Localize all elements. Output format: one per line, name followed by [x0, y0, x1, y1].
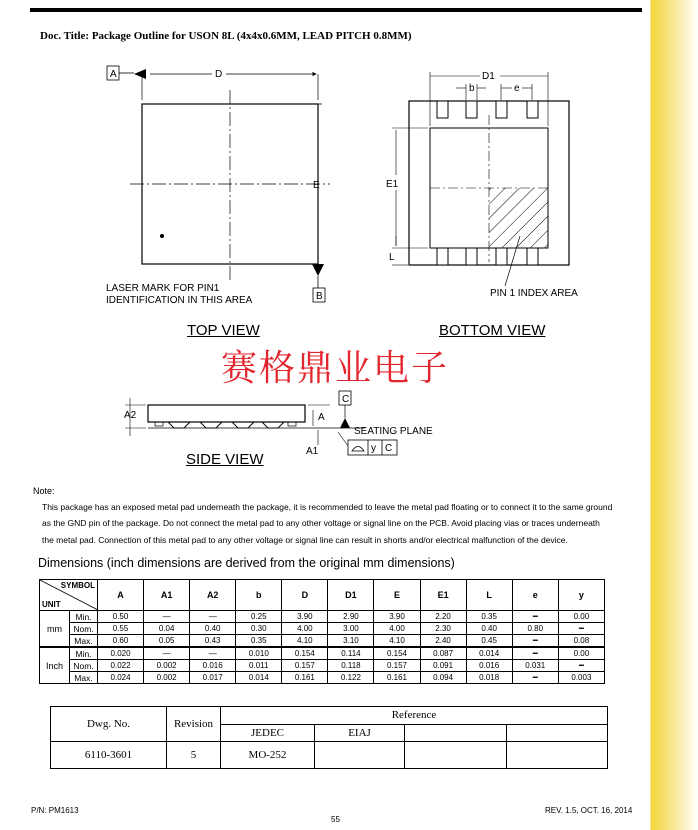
note-heading: Note:	[33, 486, 55, 496]
watermark-text: 赛格鼎业电子	[221, 348, 450, 389]
table-cell: 0.05	[144, 635, 190, 648]
seating-plane-label: SEATING PLANE	[354, 426, 433, 437]
table-row	[40, 635, 605, 648]
bottom-view	[386, 71, 578, 299]
table-cell: 0.024	[98, 672, 144, 684]
eiaj-value	[315, 742, 405, 769]
row-label: Nom.	[70, 623, 98, 635]
table-cell: 4.00	[282, 623, 328, 635]
row-label: Max.	[70, 672, 98, 684]
table-cell: 0.157	[374, 660, 420, 672]
datum-c-label: C	[342, 394, 350, 405]
table-cell: 0.003	[558, 672, 604, 684]
dim-a2-label: A2	[124, 410, 137, 421]
table-cell: 0.45	[466, 635, 512, 648]
note-line-2: as the GND pin of the package. Do not connect the metal pad to any other voltage or signal line on the PCB. Avoid placing vias or traces underneath	[42, 518, 600, 528]
bottom-view-title: BOTTOM VIEW	[439, 322, 546, 339]
footer-page-number: 55	[331, 815, 340, 824]
table-cell: —	[190, 647, 236, 660]
table-cell: 3.00	[328, 623, 374, 635]
col-header: b	[236, 580, 282, 611]
dim-e-pitch-label: e	[514, 83, 520, 94]
table-cell: 0.30	[236, 623, 282, 635]
table-cell: 0.091	[420, 660, 466, 672]
table-cell: 0.154	[374, 647, 420, 660]
table-cell: 4.00	[374, 623, 420, 635]
laser-mark-label-2: IDENTIFICATION IN THIS AREA	[106, 295, 253, 306]
table-cell: —	[144, 611, 190, 623]
table-cell: 0.154	[282, 647, 328, 660]
table-cell: 0.016	[190, 660, 236, 672]
top-view-title: TOP VIEW	[187, 322, 260, 339]
table-cell: 0.016	[466, 660, 512, 672]
table-cell: 0.35	[236, 635, 282, 648]
table-cell: 2.40	[420, 635, 466, 648]
blank-header	[507, 724, 608, 742]
col-header: E	[374, 580, 420, 611]
table-cell: —	[144, 647, 190, 660]
table-cell: 0.087	[420, 647, 466, 660]
table-cell: 0.017	[190, 672, 236, 684]
table-cell: ━	[512, 672, 558, 684]
reference-table	[50, 706, 608, 769]
col-header: D1	[328, 580, 374, 611]
jedec-value: MO-252	[221, 742, 315, 769]
dimensions-title: Dimensions (inch dimensions are derived from the original mm dimensions)	[38, 556, 455, 570]
table-cell: 0.011	[236, 660, 282, 672]
note-line-3: the metal pad. Connection of this metal pad to any other voltage or signal line can result in shorts and/or electrical malfunction of the device.	[42, 535, 568, 545]
col-header: L	[466, 580, 512, 611]
revision-header: Revision	[167, 707, 221, 742]
flatness-icon	[352, 447, 364, 452]
row-label: Nom.	[70, 660, 98, 672]
flatness-y-label: y	[371, 443, 376, 454]
dimensions-table	[39, 579, 605, 684]
table-cell: 0.55	[98, 623, 144, 635]
table-cell: 0.002	[144, 660, 190, 672]
table-cell: 0.122	[328, 672, 374, 684]
table-cell: 0.00	[558, 647, 604, 660]
footer-revision: REV. 1.5, OCT. 16, 2014	[545, 806, 633, 815]
table-cell: 0.04	[144, 623, 190, 635]
side-view	[124, 391, 433, 457]
dim-e1-label: E1	[386, 179, 399, 190]
table-cell: 2.30	[420, 623, 466, 635]
table-cell: 3.10	[328, 635, 374, 648]
dim-d-label: D	[215, 69, 223, 80]
laser-mark-label-1: LASER MARK FOR PIN1	[106, 283, 220, 294]
revision-value: 5	[167, 742, 221, 769]
col-header: D	[282, 580, 328, 611]
eiaj-header: EIAJ	[315, 724, 405, 742]
table-row	[40, 647, 605, 660]
side-view-title: SIDE VIEW	[186, 451, 264, 468]
row-label: Min.	[70, 647, 98, 660]
dwg-no-header: Dwg. No.	[51, 707, 167, 742]
col-header: A2	[190, 580, 236, 611]
top-view	[106, 66, 330, 306]
table-cell: 0.80	[512, 623, 558, 635]
col-header: A	[98, 580, 144, 611]
col-header: A1	[144, 580, 190, 611]
table-cell: 0.40	[190, 623, 236, 635]
unit-label: UNIT	[42, 600, 61, 609]
table-cell: 4.10	[374, 635, 420, 648]
dwg-no-value: 6110-3601	[51, 742, 167, 769]
dim-a1-label: A1	[306, 446, 319, 457]
table-cell: 0.60	[98, 635, 144, 648]
table-cell: ━	[558, 623, 604, 635]
doc-title: Doc. Title: Package Outline for USON 8L (4x4x0.6MM, LEAD PITCH 0.8MM)	[40, 30, 412, 42]
table-cell: 0.35	[466, 611, 512, 623]
table-cell: ━	[558, 660, 604, 672]
table-cell: ━	[512, 647, 558, 660]
reference-header: Reference	[221, 707, 608, 725]
symbol-label: SYMBOL	[60, 581, 95, 590]
table-cell: 0.00	[558, 611, 604, 623]
table-cell: 0.114	[328, 647, 374, 660]
datum-b-label: B	[316, 291, 323, 302]
dim-a-label: A	[318, 412, 325, 423]
flatness-c-label: C	[385, 443, 393, 454]
table-cell: 0.018	[466, 672, 512, 684]
pin1-index-label: PIN 1 INDEX AREA	[490, 288, 578, 299]
table-cell: 0.08	[558, 635, 604, 648]
table-cell: 0.157	[282, 660, 328, 672]
blank-cell	[507, 742, 608, 769]
table-cell: 0.25	[236, 611, 282, 623]
table-cell: 0.50	[98, 611, 144, 623]
pin1-index-hatch	[489, 188, 548, 248]
symbol-unit-header	[40, 580, 98, 611]
note-line-1: This package has an exposed metal pad underneath the package, it is recommended to leave the metal pad floating or to connect it to the same ground	[42, 502, 613, 512]
table-cell: 3.90	[282, 611, 328, 623]
table-row	[40, 672, 605, 684]
table-cell: 0.014	[466, 647, 512, 660]
table-cell: 0.014	[236, 672, 282, 684]
blank-cell	[405, 742, 507, 769]
table-row	[40, 611, 605, 623]
table-cell: 0.031	[512, 660, 558, 672]
table-cell: ━	[512, 611, 558, 623]
col-header: E1	[420, 580, 466, 611]
footer-part-number: P/N: PM1613	[31, 806, 79, 815]
table-cell: 3.90	[374, 611, 420, 623]
side-view-body	[148, 405, 305, 422]
unit-cell: mm	[40, 611, 70, 648]
row-label: Max.	[70, 635, 98, 648]
blank-header	[405, 724, 507, 742]
table-cell: 4.10	[282, 635, 328, 648]
col-header: e	[512, 580, 558, 611]
table-cell: ━	[512, 635, 558, 648]
unit-cell: Inch	[40, 647, 70, 684]
table-cell: 0.40	[466, 623, 512, 635]
dim-b-label: b	[469, 83, 475, 94]
table-cell: —	[190, 611, 236, 623]
table-cell: 0.020	[98, 647, 144, 660]
jedec-header: JEDEC	[221, 724, 315, 742]
row-label: Min.	[70, 611, 98, 623]
table-cell: 0.161	[374, 672, 420, 684]
table-cell: 0.118	[328, 660, 374, 672]
table-cell: 2.20	[420, 611, 466, 623]
table-cell: 2.90	[328, 611, 374, 623]
dim-l-label: L	[389, 252, 395, 263]
col-header: y	[558, 580, 604, 611]
table-row	[40, 623, 605, 635]
table-row	[40, 660, 605, 672]
table-cell: 0.002	[144, 672, 190, 684]
datum-a-label: A	[110, 69, 117, 80]
dim-d1-label: D1	[482, 71, 495, 82]
table-cell: 0.022	[98, 660, 144, 672]
table-cell: 0.161	[282, 672, 328, 684]
pin1-dot	[160, 234, 164, 238]
table-cell: 0.010	[236, 647, 282, 660]
dim-e-label: E	[313, 180, 320, 191]
table-cell: 0.43	[190, 635, 236, 648]
table-cell: 0.094	[420, 672, 466, 684]
